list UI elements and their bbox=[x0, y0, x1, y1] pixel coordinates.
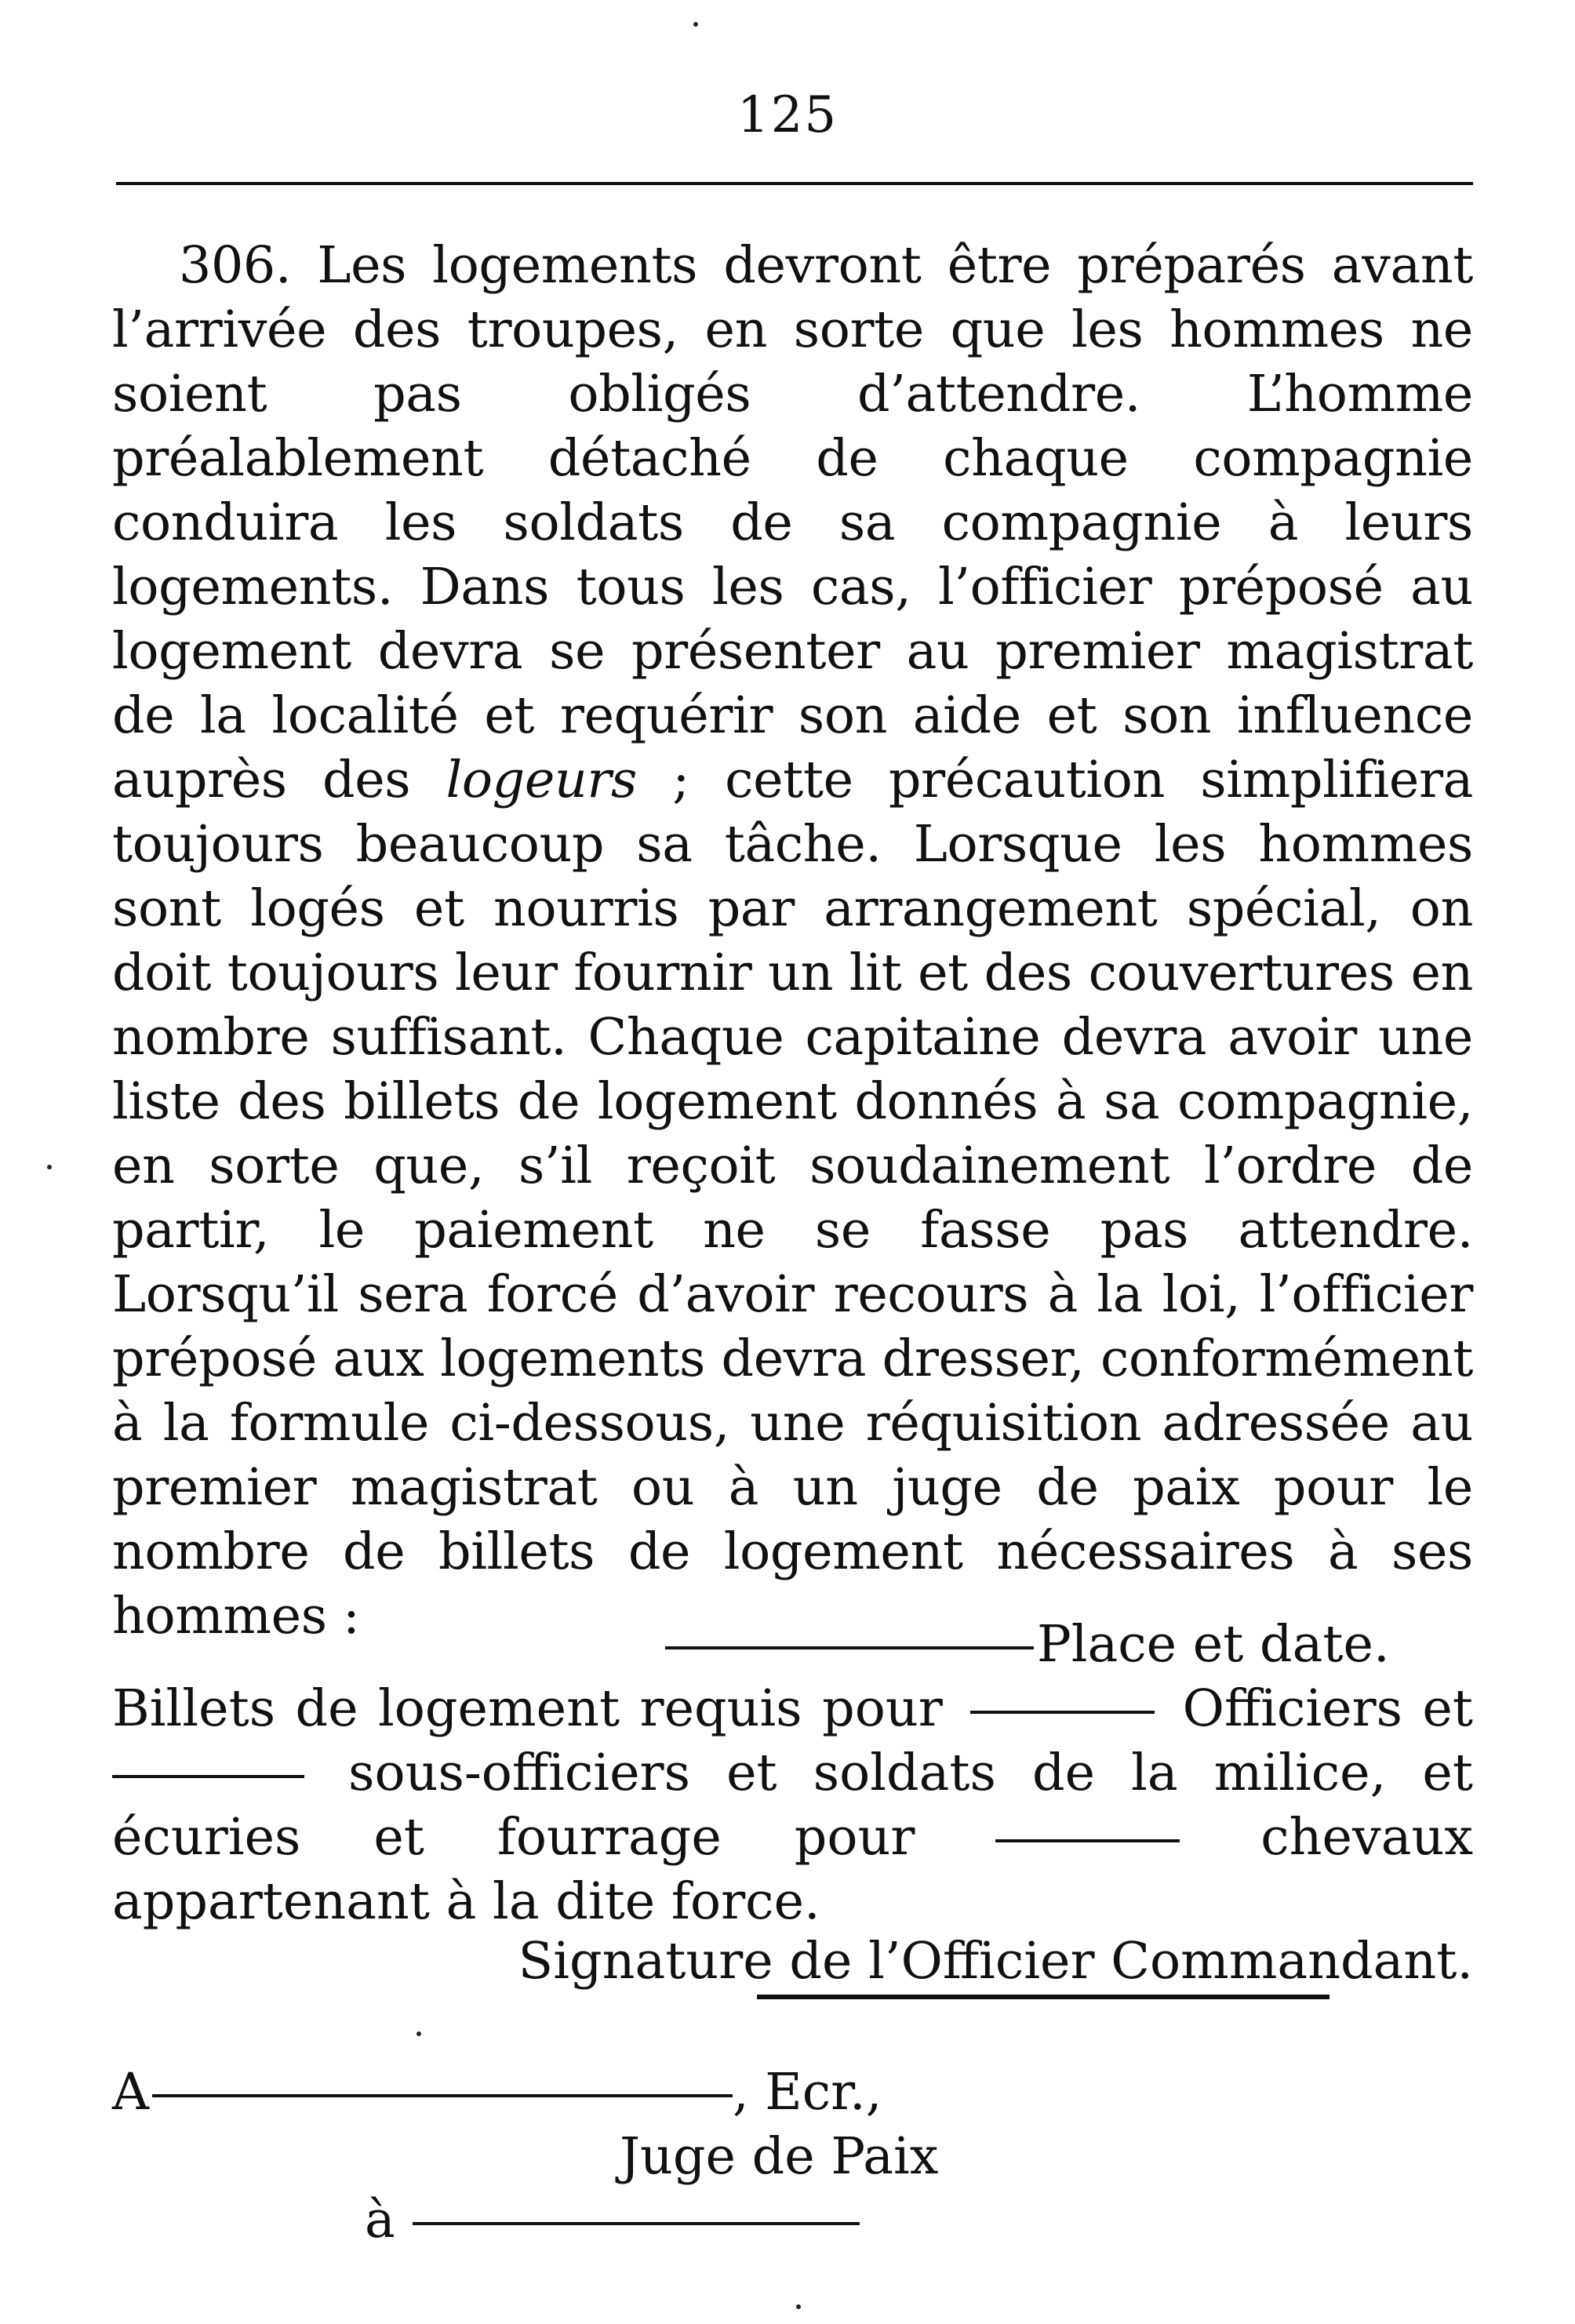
judge-title: Juge de Paix bbox=[620, 2127, 939, 2186]
signature-line bbox=[518, 1929, 1473, 1994]
header-rule bbox=[116, 182, 1473, 185]
location-line bbox=[365, 2188, 860, 2253]
addressee-suffix: , Ecr., bbox=[732, 2063, 882, 2122]
place-date-label: Place et date. bbox=[1037, 1615, 1390, 1674]
horses-count-blank bbox=[995, 1839, 1180, 1842]
speck bbox=[693, 22, 698, 27]
speck bbox=[47, 1165, 52, 1169]
requisition-part1: Billets de logement requis pour bbox=[112, 1679, 943, 1738]
requisition-part3: sous-officiers et soldats de la milice, et écuries et fourrage pour bbox=[112, 1744, 1473, 1867]
place-date-blank bbox=[665, 1646, 1034, 1649]
page-number: 125 bbox=[737, 86, 838, 144]
addressee-name-blank bbox=[152, 2094, 733, 2097]
article-italic-word: logeurs bbox=[446, 751, 638, 809]
requisition-part2: Officiers et bbox=[1182, 1679, 1474, 1738]
article-paragraph bbox=[112, 234, 1473, 1649]
signature-label: Signature de l’Officier Commandant. bbox=[518, 1932, 1473, 1991]
addressee-prefix: A bbox=[112, 2063, 149, 2122]
article-number: 306. bbox=[179, 236, 292, 295]
officers-count-blank bbox=[970, 1711, 1155, 1714]
speck bbox=[796, 2304, 801, 2309]
addressee-line bbox=[112, 2060, 882, 2125]
location-blank bbox=[413, 2222, 860, 2225]
signature-rule bbox=[757, 1995, 1329, 1999]
speck bbox=[416, 2031, 421, 2036]
place-date-line bbox=[665, 1613, 1390, 1677]
requisition-text bbox=[112, 1677, 1473, 1934]
article-text-part1: Les logements devront être préparés avant l’arrivée des troupes, en sorte que les hommes ne soient pas obligés d’attendre. L’homme préalablement détaché de chaque compagnie conduira les soldats de sa compagnie à leurs logements. Dans tous les cas, l’officier préposé au logement devra se présenter au premier magistrat de la localité et requérir son aide et son influence auprès des bbox=[112, 236, 1473, 809]
location-prefix: à bbox=[365, 2191, 395, 2249]
soldiers-count-blank bbox=[112, 1775, 304, 1778]
requisition-part4: chevaux appartenant à la dite force. bbox=[112, 1808, 1473, 1931]
article-text-part2: ; cette précaution simplifiera toujours beaucoup sa tâche. Lorsque les hommes sont logés et nourris par arrangement spécial, on doit toujours leur fournir un lit et des couvertures en nombre suffisant. Chaque capitaine devra avoir une liste des billets de logement donnés à sa compagnie, en sorte que, s’il reçoit soudainement l’ordre de partir, le paiement ne se fasse pas attendre. Lorsqu’il sera forcé d’avoir recours à la loi, l’officier préposé aux logements devra dresser, conformément à la formule ci-dessous, une réquisition adressée au premier magistrat ou à un juge de paix pour le nombre de billets de logement nécessaires à ses hommes : bbox=[112, 751, 1473, 1646]
